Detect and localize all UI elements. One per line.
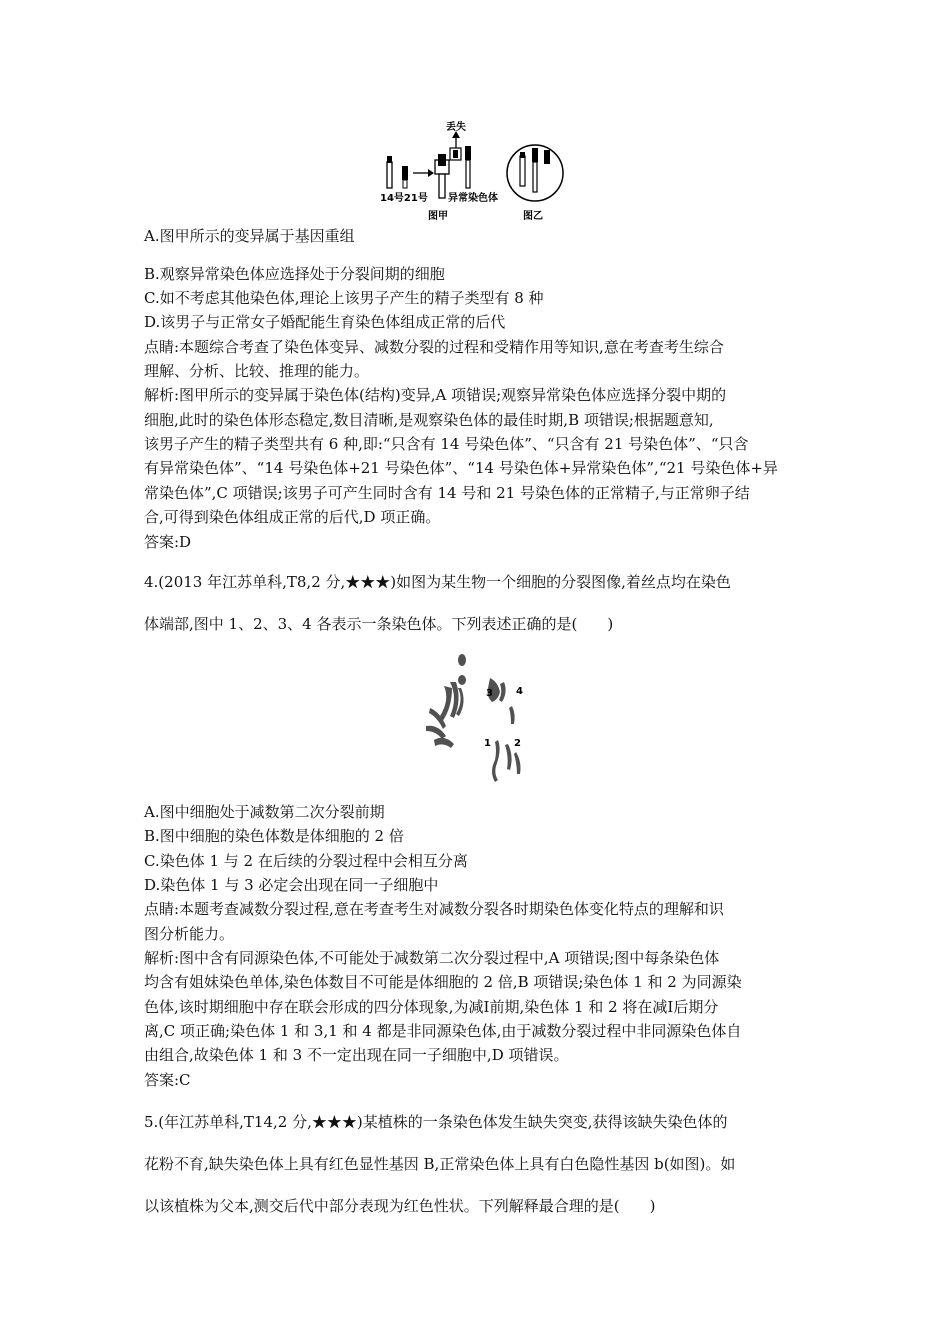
chromosome-label-4: 4 xyxy=(516,686,523,697)
q3-answer: 答案:D xyxy=(144,533,192,551)
q4-answer: 答案:C xyxy=(144,1071,191,1089)
figure-cell-division xyxy=(420,648,540,790)
chromosome-label-3: 3 xyxy=(486,688,493,699)
chromosome-label-2: 2 xyxy=(514,738,521,749)
q3-jiexi-line: 细胞,此时的染色体形态稳定,数目清晰,是观察染色体的最佳时期,B 项错误;根据题意知, xyxy=(144,411,714,429)
label-figure-jia: 图甲 xyxy=(428,211,448,222)
chromosome-label-1: 1 xyxy=(484,738,491,749)
q4-option-d: D.染色体 1 与 3 必定会出现在同一子细胞中 xyxy=(144,876,439,894)
label-chromosome-14-21: 14号21号 xyxy=(380,193,428,204)
figure-chromosome-translocation xyxy=(380,118,570,228)
q4-stem-line: 4.(2013 年江苏单科,T8,2 分,★★★)如图为某生物一个细胞的分裂图像,着丝点均在染色 xyxy=(144,573,731,591)
q3-jiexi-line: 有异常染色体”、“14 号染色体+21 号染色体”、“14 号染色体+异常染色体”,“21 号染色体+异 xyxy=(144,459,778,477)
q3-dianjing-line: 理解、分析、比较、推理的能力。 xyxy=(144,362,370,380)
label-abnormal-chromosome: 异常染色体 xyxy=(448,193,498,204)
q3-jiexi-line: 常染色体”,C 项错误;该男子可产生同时含有 14 号和 21 号染色体的正常精子,与正常卵子结 xyxy=(144,484,750,502)
label-lost: 丢失 xyxy=(446,122,466,133)
q4-jiexi-line: 解析:图中含有同源染色体,不可能处于减数第二次分裂过程中,A 项错误;图中每条染色体 xyxy=(144,949,720,967)
q4-jiexi-line: 离,C 项正确;染色体 1 和 3,1 和 4 都是非同源染色体,由于减数分裂过程中非同源染色体自 xyxy=(144,1022,742,1040)
q4-jiexi-line: 由组合,故染色体 1 和 3 不一定出现在同一子细胞中,D 项错误。 xyxy=(144,1046,569,1064)
label-figure-yi: 图乙 xyxy=(523,211,543,222)
q3-jiexi-line: 该男子产生的精子类型共有 6 种,即:“只含有 14 号染色体”、“只含有 21 号染色体”、“只含 xyxy=(144,435,749,453)
q4-option-c: C.染色体 1 与 2 在后续的分裂过程中会相互分离 xyxy=(144,852,468,870)
q5-stem-line: 5.(年江苏单科,T14,2 分,★★★)某植株的一条染色体发生缺失突变,获得该缺失染色体的 xyxy=(144,1113,728,1131)
q3-option-c: C.如不考虑其他染色体,理论上该男子产生的精子类型有 8 种 xyxy=(144,289,544,307)
q3-jiexi-line: 合,可得到染色体组成正常的后代,D 项正确。 xyxy=(144,508,441,526)
q4-stem-line: 体端部,图中 1、2、3、4 各表示一条染色体。下列表述正确的是( ) xyxy=(144,615,614,633)
q3-option-d: D.该男子与正常女子婚配能生育染色体组成正常的后代 xyxy=(144,313,506,331)
q4-option-a: A.图中细胞处于减数第二次分裂前期 xyxy=(144,803,385,821)
q4-jiexi-line: 色体,该时期细胞中存在联会形成的四分体现象,为减Ⅰ前期,染色体 1 和 2 将在减Ⅰ后期分 xyxy=(144,998,719,1016)
q4-jiexi-line: 均含有姐妹染色单体,染色体数目不可能是体细胞的 2 倍,B 项错误;染色体 1 和 2 为同源染 xyxy=(144,973,742,991)
q5-stem-line: 以该植株为父本,测交后代中部分表现为红色性状。下列解释最合理的是( ) xyxy=(144,1197,656,1215)
q5-stem-line: 花粉不育,缺失染色体上具有红色显性基因 B,正常染色体上具有白色隐性基因 b(如图)。如 xyxy=(144,1155,736,1173)
q3-dianjing-line: 点睛:本题综合考查了染色体变异、减数分裂的过程和受精作用等知识,意在考查考生综合 xyxy=(144,338,724,356)
q3-jiexi-line: 解析:图甲所示的变异属于染色体(结构)变异,A 项错误;观察异常染色体应选择分裂中期的 xyxy=(144,386,727,404)
q3-option-a: A.图甲所示的变异属于基因重组 xyxy=(144,227,355,245)
q3-option-b: B.观察异常染色体应选择处于分裂间期的细胞 xyxy=(144,265,445,283)
q4-option-b: B.图中细胞的染色体数是体细胞的 2 倍 xyxy=(144,827,404,845)
q4-dianjing-line: 图分析能力。 xyxy=(144,925,235,943)
q4-dianjing-line: 点睛:本题考查减数分裂过程,意在考查考生对减数分裂各时期染色体变化特点的理解和识 xyxy=(144,900,724,918)
